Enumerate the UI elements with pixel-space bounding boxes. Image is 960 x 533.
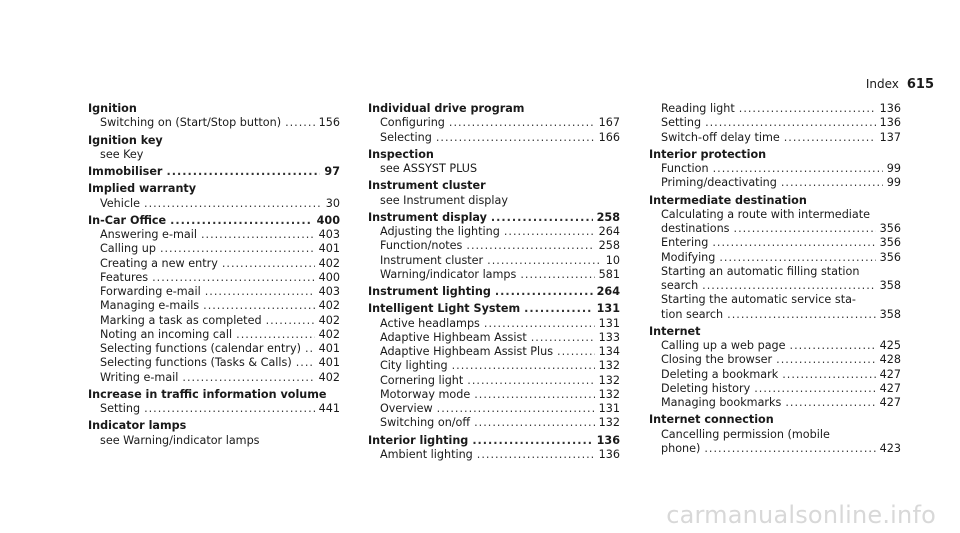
leader-dots	[474, 416, 595, 430]
entry-page-number: 166	[598, 130, 620, 144]
entry-page-number: 441	[318, 402, 340, 415]
index-heading	[368, 211, 620, 225]
leader-dots	[705, 116, 876, 130]
entry-text: Internet connection	[649, 413, 774, 427]
index-heading	[649, 413, 901, 427]
entry-page-number: 264	[598, 225, 620, 238]
index-subentry	[649, 442, 901, 456]
index-heading	[368, 102, 620, 116]
entry-page-number: 401	[318, 356, 340, 370]
entry-text: Starting an automatic filling station	[661, 264, 860, 278]
leader-dots	[296, 356, 315, 370]
entry-text: Inspection	[368, 147, 434, 161]
leader-dots	[266, 314, 315, 328]
entry-page-number: 428	[879, 353, 901, 367]
leader-dots	[305, 342, 315, 356]
leader-dots	[484, 317, 595, 331]
entry-page-number: 401	[318, 342, 340, 355]
leader-dots	[524, 302, 592, 316]
index-subentry	[649, 293, 901, 307]
leader-dots	[781, 176, 883, 190]
entry-text: Priming/deactivating	[661, 176, 777, 190]
entry-text: Indicator lamps	[88, 419, 187, 433]
index-subentry	[88, 197, 340, 211]
leader-dots	[734, 222, 876, 236]
leader-dots	[719, 251, 875, 265]
entry-text: Interior protection	[649, 147, 767, 161]
index-column-1	[88, 102, 340, 448]
entry-page-number: 401	[318, 242, 340, 256]
entry-page-number: 136	[879, 116, 901, 130]
index-subentry	[649, 396, 901, 410]
entry-page-number: 132	[598, 387, 620, 401]
entry-text: Internet	[649, 324, 701, 338]
entry-text: Adaptive Highbeam Assist Plus	[380, 345, 554, 358]
entry-text: Instrument display	[368, 210, 487, 224]
entry-text: Closing the browser	[661, 353, 773, 367]
entry-text: Cornering light	[380, 373, 464, 387]
entry-page-number: 402	[318, 256, 340, 270]
index-subentry	[88, 148, 340, 162]
index-heading	[649, 325, 901, 339]
index-column-2	[368, 102, 620, 462]
index-subentry	[649, 102, 901, 116]
index-subentry	[88, 371, 340, 385]
leader-dots	[170, 214, 312, 228]
leader-dots	[557, 345, 595, 359]
entry-text: tion search	[661, 307, 724, 321]
entry-text: Features	[100, 270, 149, 284]
entry-page-number: 136	[596, 433, 620, 447]
entry-page-number: 402	[318, 299, 340, 313]
entry-page-number: 134	[598, 345, 620, 358]
index-heading	[368, 148, 620, 162]
entry-text: Instrument cluster	[368, 179, 486, 193]
index-subentry	[88, 271, 340, 285]
entry-text: Switch-off delay time	[661, 130, 780, 144]
index-subentry	[649, 279, 901, 293]
entry-text: Creating a new entry	[100, 256, 218, 270]
index-subentry	[649, 353, 901, 367]
index-subentry	[368, 317, 620, 331]
leader-dots	[712, 236, 875, 250]
entry-text: Active headlamps	[380, 316, 480, 330]
entry-text: destinations	[661, 222, 730, 235]
leader-dots	[436, 131, 595, 145]
index-subentry	[649, 308, 901, 322]
index-subentry	[649, 162, 901, 176]
leader-dots	[144, 402, 315, 416]
entry-text: Warning/indicator lamps	[380, 267, 517, 281]
leader-dots	[477, 448, 595, 462]
entry-page-number: 358	[879, 307, 901, 321]
entry-page-number: 400	[318, 270, 340, 284]
leader-dots	[285, 116, 315, 130]
entry-text: Modifying	[661, 250, 716, 264]
entry-text: City lighting	[380, 359, 448, 373]
leader-dots	[201, 228, 315, 242]
index-heading	[368, 434, 620, 448]
entry-page-number: 402	[318, 313, 340, 327]
index-subentry	[368, 402, 620, 416]
entry-page-number: 402	[318, 370, 340, 384]
index-subentry	[368, 162, 620, 176]
index-subentry	[368, 416, 620, 430]
leader-dots	[466, 239, 594, 253]
leader-dots	[166, 165, 320, 179]
entry-page-number: 425	[879, 339, 901, 352]
index-subentry	[88, 342, 340, 356]
entry-page-number: 131	[598, 402, 620, 415]
leader-dots	[160, 242, 315, 256]
leader-dots	[495, 285, 593, 299]
index-subentry	[649, 131, 901, 145]
entry-text: Selecting functions (calendar entry)	[100, 342, 301, 355]
index-subentry	[649, 222, 901, 236]
leader-dots	[487, 254, 602, 268]
entry-text: Setting	[100, 402, 141, 415]
entry-text: Increase in traffic information volume	[88, 387, 327, 401]
entry-text: Ignition	[88, 102, 137, 115]
leader-dots	[152, 271, 315, 285]
entry-text: Calculating a route with intermediate	[661, 207, 871, 221]
entry-text: Switching on (Start/Stop button)	[100, 116, 282, 130]
index-subentry	[649, 382, 901, 396]
entry-page-number: 403	[318, 285, 340, 298]
index-subentry	[368, 374, 620, 388]
entry-page-number: 258	[598, 239, 620, 253]
entry-text: Reading light	[661, 102, 735, 115]
index-subentry	[368, 388, 620, 402]
index-heading	[88, 419, 340, 433]
leader-dots	[449, 116, 595, 130]
leader-dots	[531, 331, 595, 345]
entry-page-number: 427	[879, 367, 901, 381]
leader-dots	[437, 402, 595, 416]
index-heading	[88, 214, 340, 228]
leader-dots	[491, 211, 593, 225]
entry-page-number: 156	[318, 116, 340, 130]
entry-text: Overview	[380, 402, 433, 415]
entry-text: Ambient lighting	[380, 447, 473, 461]
index-subentry	[368, 345, 620, 359]
leader-dots	[739, 102, 876, 116]
leader-dots	[472, 434, 592, 448]
index-subentry	[649, 368, 901, 382]
entry-page-number: 264	[596, 285, 620, 298]
entry-text: Function/notes	[380, 239, 463, 253]
index-column-3	[649, 102, 901, 456]
index-subentry	[649, 116, 901, 130]
page-number: 615	[906, 77, 934, 92]
entry-page-number: 356	[879, 236, 901, 250]
index-heading	[649, 148, 901, 162]
index-heading	[368, 179, 620, 193]
index-subentry	[368, 359, 620, 373]
index-subentry	[649, 339, 901, 353]
index-subentry	[368, 331, 620, 345]
leader-dots	[702, 279, 875, 293]
entry-text: Motorway mode	[380, 387, 471, 401]
entry-text: Managing bookmarks	[661, 396, 782, 409]
entry-page-number: 137	[879, 130, 901, 144]
index-subentry	[368, 239, 620, 253]
leader-dots	[785, 396, 875, 410]
entry-text: Instrument lighting	[368, 285, 491, 298]
entry-page-number: 133	[598, 330, 620, 344]
entry-page-number: 427	[879, 381, 901, 395]
leader-dots	[776, 353, 876, 367]
entry-page-number: 99	[886, 176, 901, 190]
entry-page-number: 99	[886, 162, 901, 175]
entry-text: Implied warranty	[88, 182, 197, 196]
leader-dots	[784, 131, 876, 145]
index-subentry	[649, 428, 901, 442]
entry-page-number: 132	[598, 373, 620, 387]
index-heading	[368, 285, 620, 299]
index-subentry	[649, 265, 901, 279]
entry-page-number: 136	[879, 102, 901, 115]
entry-text: Selecting	[380, 130, 432, 144]
entry-page-number: 132	[598, 359, 620, 373]
index-subentry	[88, 434, 340, 448]
index-subentry	[88, 299, 340, 313]
entry-text: Adaptive Highbeam Assist	[380, 330, 527, 344]
leader-dots	[727, 308, 875, 322]
entry-page-number: 358	[879, 279, 901, 292]
index-heading	[649, 194, 901, 208]
entry-page-number: 581	[598, 267, 620, 281]
index-subentry	[368, 194, 620, 208]
entry-text: Interior lighting	[368, 433, 469, 447]
index-subentry	[368, 268, 620, 282]
entry-text: Marking a task as completed	[100, 313, 262, 327]
entry-text: Entering	[661, 236, 709, 250]
entry-text: Function	[661, 162, 709, 175]
entry-text: see Key	[100, 147, 144, 161]
leader-dots	[790, 339, 876, 353]
index-subentry	[88, 314, 340, 328]
leader-dots	[467, 374, 594, 388]
entry-text: Intelligent Light System	[368, 302, 521, 316]
entry-page-number: 258	[596, 210, 620, 224]
index-heading	[88, 102, 340, 116]
entry-page-number: 167	[598, 116, 620, 130]
entry-text: Calling up	[100, 242, 156, 256]
leader-dots	[144, 197, 322, 211]
entry-text: Individual drive program	[368, 102, 525, 115]
index-subentry	[88, 285, 340, 299]
index-subentry	[368, 254, 620, 268]
entry-text: Managing e-mails	[100, 299, 200, 313]
entry-text: Adjusting the lighting	[380, 225, 500, 238]
entry-text: Calling up a web page	[661, 339, 786, 352]
entry-text: Selecting functions (Tasks & Calls)	[100, 356, 292, 370]
entry-page-number: 423	[879, 441, 901, 455]
header-title: Index	[865, 77, 899, 91]
entry-text: Forwarding e-mail	[100, 285, 201, 298]
entry-text: Vehicle	[100, 196, 141, 210]
entry-page-number: 131	[596, 302, 620, 316]
leader-dots	[236, 328, 315, 342]
index-subentry	[368, 225, 620, 239]
entry-page-number: 136	[598, 447, 620, 461]
entry-text: Setting	[661, 116, 702, 130]
index-subentry	[88, 328, 340, 342]
entry-text: phone)	[661, 441, 701, 455]
index-heading	[88, 388, 340, 402]
entry-text: Intermediate destination	[649, 193, 807, 207]
index-subentry	[649, 208, 901, 222]
entry-text: Cancelling permission (mobile	[661, 427, 830, 441]
index-subentry	[649, 251, 901, 265]
entry-text: Configuring	[380, 116, 445, 130]
entry-text: Answering e-mail	[100, 228, 197, 241]
index-subentry	[88, 116, 340, 130]
entry-text: Writing e-mail	[100, 370, 179, 384]
leader-dots	[205, 285, 315, 299]
leader-dots	[504, 225, 595, 239]
entry-page-number: 356	[879, 250, 901, 264]
entry-text: Noting an incoming call	[100, 327, 233, 341]
entry-text: see Instrument display	[380, 193, 508, 207]
index-heading	[368, 302, 620, 316]
index-subentry	[649, 236, 901, 250]
entry-page-number: 132	[598, 416, 620, 430]
index-subentry	[88, 242, 340, 256]
leader-dots	[704, 442, 875, 456]
entry-text: Switching on/off	[380, 416, 471, 430]
entry-page-number: 400	[316, 213, 340, 227]
entry-text: Ignition key	[88, 133, 163, 147]
entry-page-number: 30	[325, 196, 340, 210]
entry-text: Deleting a bookmark	[661, 367, 779, 381]
index-heading	[88, 182, 340, 196]
entry-page-number: 402	[318, 327, 340, 341]
index-subentry	[88, 228, 340, 242]
entry-page-number: 427	[879, 396, 901, 409]
index-subentry	[88, 356, 340, 370]
entry-text: Starting the automatic service sta-	[661, 293, 856, 307]
leader-dots	[182, 371, 314, 385]
entry-page-number: 403	[318, 228, 340, 241]
index-subentry	[649, 176, 901, 190]
watermark: carmanualsonline.info	[666, 501, 936, 529]
leader-dots	[203, 299, 315, 313]
leader-dots	[222, 257, 315, 271]
index-subentry	[368, 116, 620, 130]
entry-page-number: 97	[324, 165, 340, 178]
leader-dots	[520, 268, 594, 282]
entry-text: Instrument cluster	[380, 253, 484, 267]
entry-text: Immobiliser	[88, 165, 163, 178]
index-subentry	[88, 402, 340, 416]
leader-dots	[754, 382, 875, 396]
index-heading	[88, 165, 340, 179]
entry-page-number: 131	[598, 316, 620, 330]
entry-text: see Warning/indicator lamps	[100, 433, 260, 447]
entry-text: In-Car Office	[88, 213, 167, 227]
leader-dots	[782, 368, 875, 382]
entry-text: see ASSYST PLUS	[380, 162, 478, 175]
entry-page-number: 356	[879, 222, 901, 235]
entry-text: Deleting history	[661, 381, 751, 395]
entry-text: search	[661, 279, 699, 292]
index-heading	[88, 134, 340, 148]
leader-dots	[452, 359, 595, 373]
leader-dots	[713, 162, 883, 176]
index-subentry	[368, 448, 620, 462]
leader-dots	[474, 388, 594, 402]
page-header	[866, 77, 934, 92]
entry-page-number: 10	[605, 253, 620, 267]
index-subentry	[368, 131, 620, 145]
index-subentry	[88, 257, 340, 271]
